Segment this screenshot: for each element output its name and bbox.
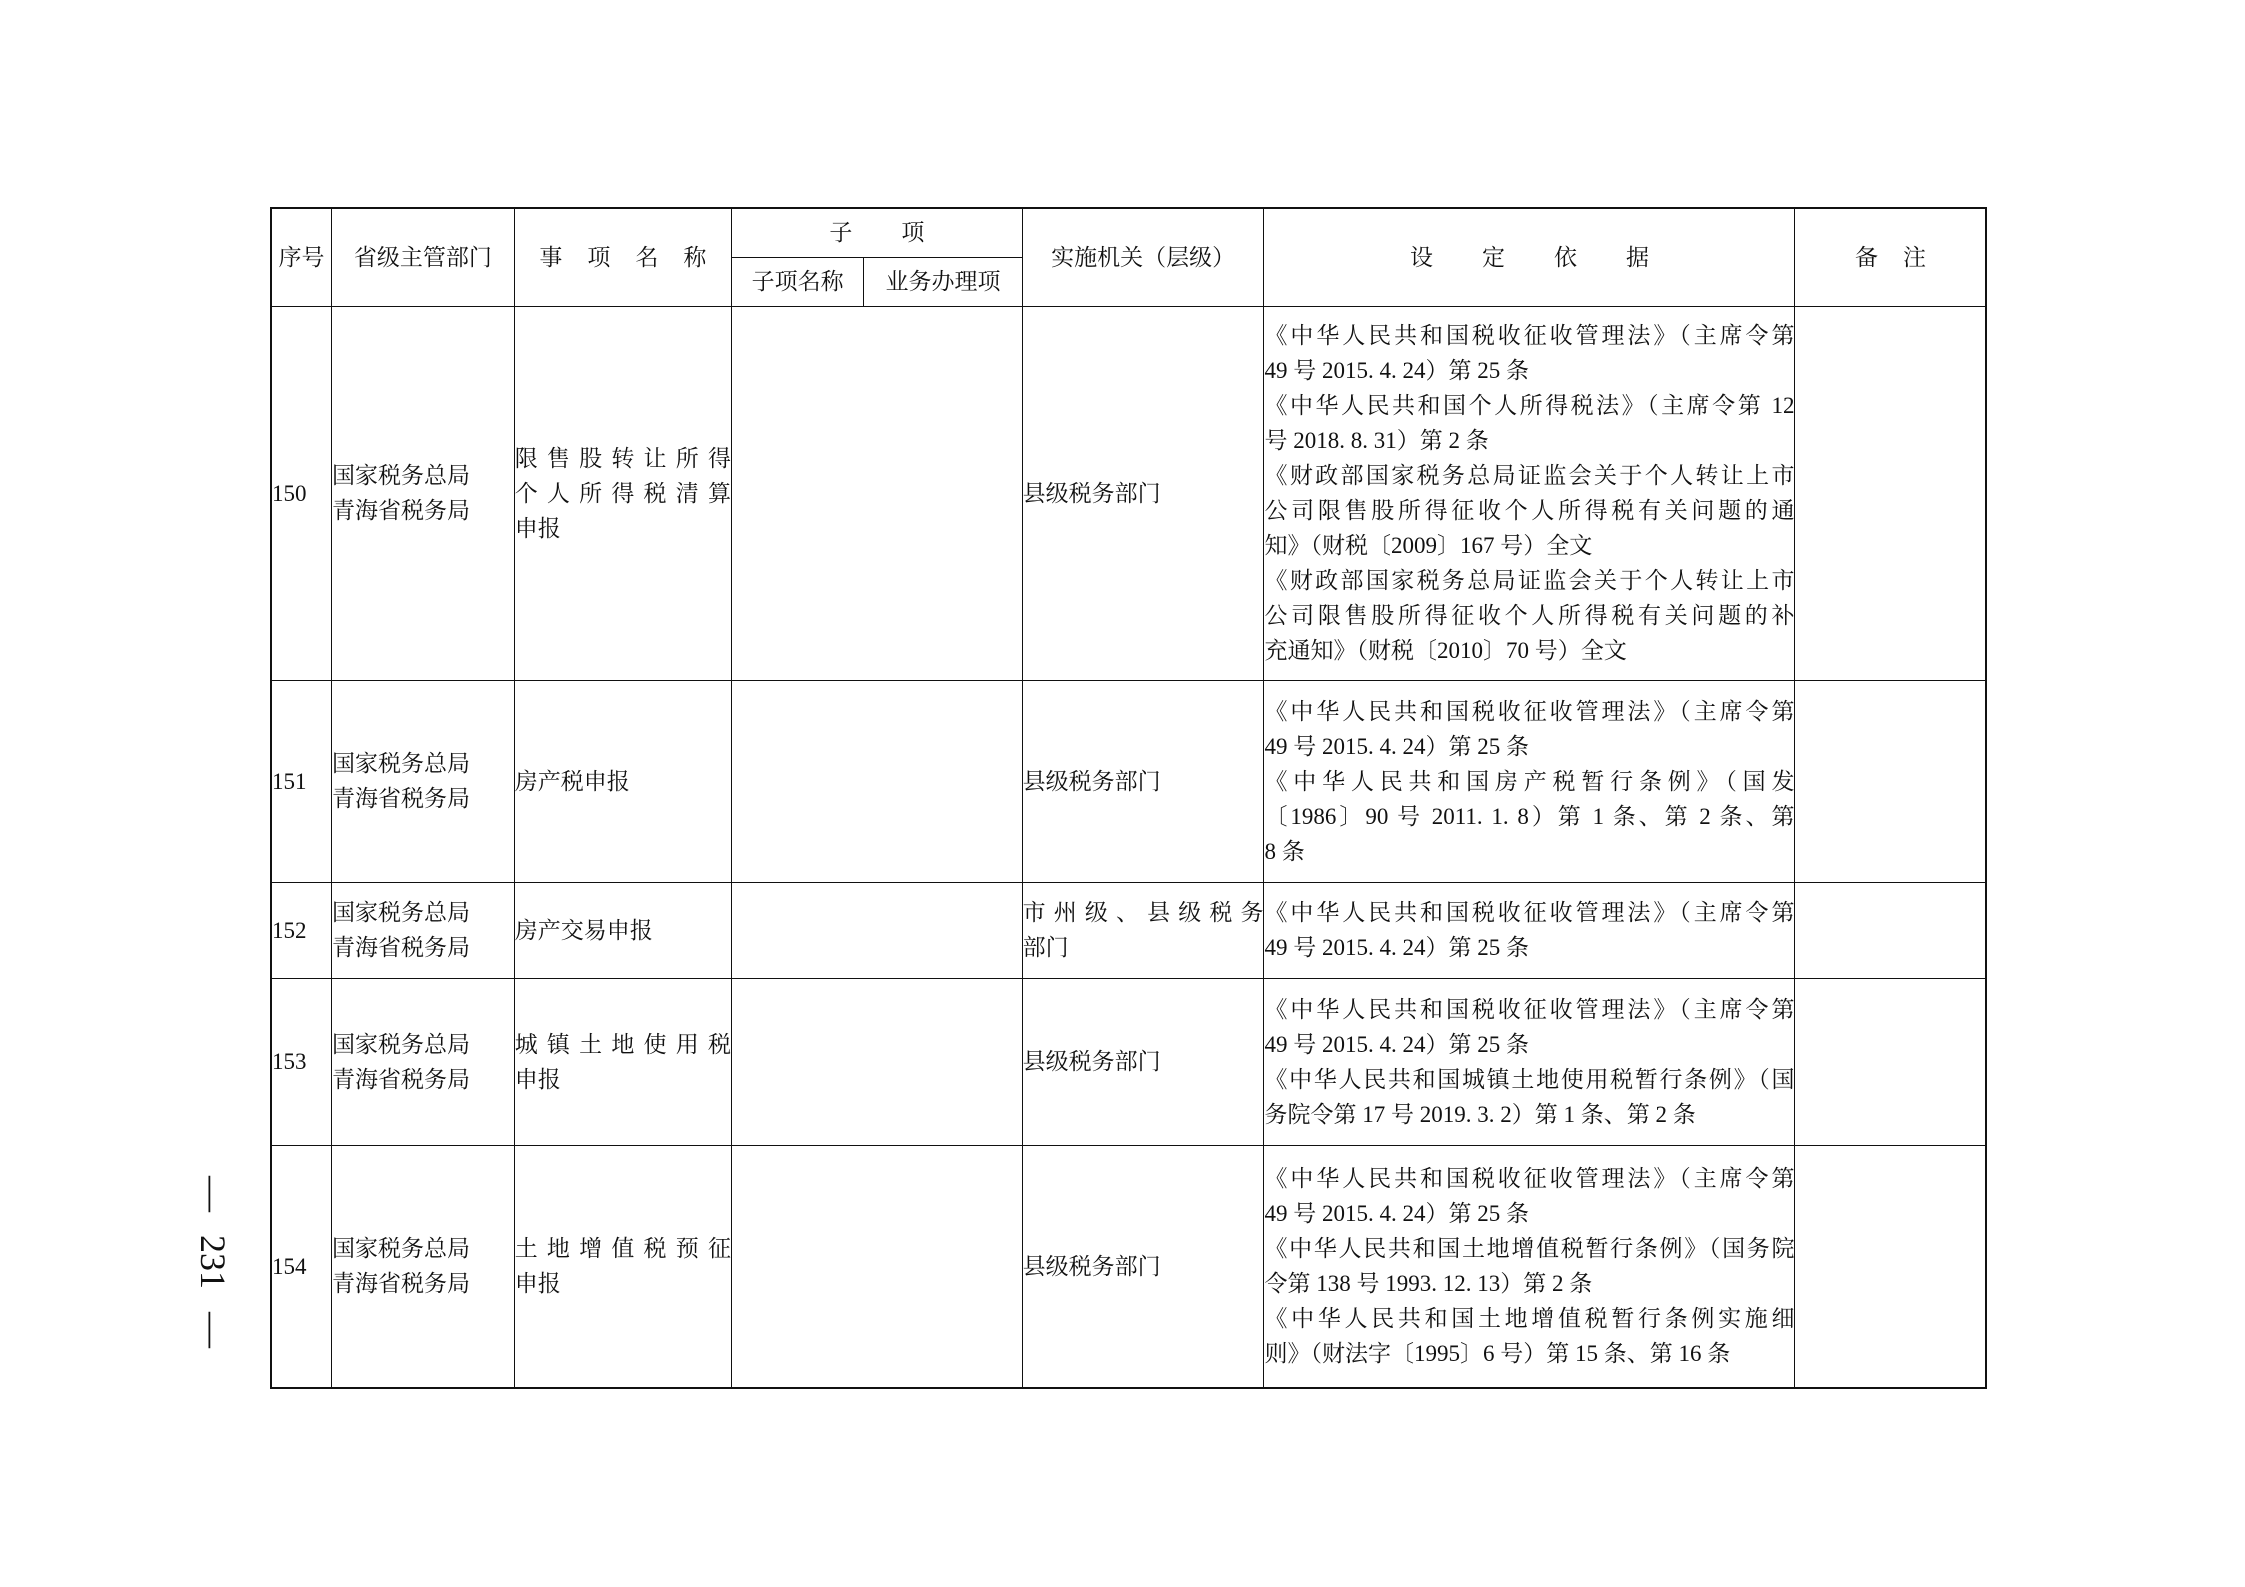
- basis-line: 充通知》（财税〔2010〕70 号）全文: [1264, 638, 1627, 663]
- cell-remark: [1795, 1145, 1987, 1388]
- dept-line: 青海省税务局: [332, 1066, 470, 1092]
- basis-line: 8 条: [1264, 838, 1305, 864]
- basis-line: 号 2018. 8. 31）第 2 条: [1264, 428, 1489, 453]
- cell-item-name: [514, 1145, 731, 1388]
- cell-basis: [1264, 680, 1795, 882]
- cell-sub-item: [731, 306, 1022, 680]
- cell-remark: [1795, 978, 1987, 1145]
- header-remark-label: 备注: [1854, 243, 1951, 270]
- item-name-line: 房产交易申报: [514, 917, 653, 943]
- header-sub-business: 业务办理项: [864, 257, 1022, 306]
- item-name-line: 城镇土地使用税: [514, 1031, 731, 1057]
- dept-line: 青海省税务局: [332, 498, 470, 523]
- basis-line: 《财政部国家税务总局证监会关于个人转让上市: [1264, 463, 1795, 488]
- dept-line: 国家税务总局: [332, 463, 470, 488]
- cell-basis: [1264, 978, 1795, 1145]
- cell-basis: [1264, 882, 1795, 978]
- header-sub-name: 子项名称: [731, 257, 863, 306]
- cell-agency: [1022, 882, 1264, 978]
- agency-line: 县级税务部门: [1022, 1253, 1161, 1279]
- item-name-line: 个人所得税清算: [514, 480, 731, 506]
- item-name-line: 申报: [514, 1066, 561, 1092]
- header-item-label: 事项名称: [539, 243, 732, 270]
- item-name-line: 房产税申报: [514, 768, 630, 794]
- cell-seq: 151: [271, 680, 332, 882]
- cell-dept: [332, 306, 515, 680]
- cell-basis: [1264, 306, 1795, 680]
- basis-line: 务院令第 17 号 2019. 3. 2）第 1 条、第 2 条: [1264, 1101, 1696, 1127]
- table-row: [271, 306, 1986, 680]
- header-agency: 实施机关（层级）: [1022, 208, 1264, 306]
- agency-line: 县级税务部门: [1022, 1049, 1161, 1074]
- cell-sub-item: [731, 978, 1022, 1145]
- agency-line: 市州级、县级税务: [1022, 900, 1264, 925]
- cell-agency: [1022, 978, 1264, 1145]
- basis-line: 49 号 2015. 4. 24）第 25 条: [1264, 1201, 1529, 1227]
- basis-line: 〔1986〕90 号 2011. 1. 8）第 1 条、第 2 条、第: [1264, 803, 1795, 829]
- cell-agency: [1022, 680, 1264, 882]
- agency-line: 县级税务部门: [1022, 768, 1161, 794]
- header-item: [514, 208, 731, 306]
- basis-line: 则》（财法字〔1995〕6 号）第 15 条、第 16 条: [1264, 1341, 1731, 1367]
- header-seq: 序号: [271, 208, 332, 306]
- basis-line: 49 号 2015. 4. 24）第 25 条: [1264, 733, 1529, 759]
- basis-line: 《中华人民共和国土地增值税暂行条例实施细: [1264, 1306, 1795, 1332]
- dept-line: 青海省税务局: [332, 786, 470, 811]
- header-remark: [1795, 208, 1987, 306]
- cell-remark: [1795, 306, 1987, 680]
- basis-line: 《财政部国家税务总局证监会关于个人转让上市: [1264, 568, 1795, 593]
- agency-line: 部门: [1022, 935, 1069, 960]
- cell-dept: [332, 680, 515, 882]
- table-row: [271, 1145, 1986, 1388]
- cell-dept: [332, 882, 515, 978]
- item-name-line: 申报: [514, 515, 561, 541]
- basis-line: 《中华人民共和国税收征收管理法》（主席令第: [1264, 1166, 1795, 1192]
- basis-line: 《中华人民共和国个人所得税法》（主席令第 12: [1264, 393, 1795, 418]
- table-row: [271, 882, 1986, 978]
- agency-line: 县级税务部门: [1022, 480, 1161, 506]
- items-table: [270, 207, 1987, 1389]
- cell-basis: [1264, 1145, 1795, 1388]
- cell-remark: [1795, 680, 1987, 882]
- basis-line: 《中华人民共和国土地增值税暂行条例》（国务院: [1264, 1236, 1795, 1262]
- basis-line: 《中华人民共和国税收征收管理法》（主席令第: [1264, 323, 1795, 348]
- cell-sub-item: [731, 1145, 1022, 1388]
- cell-dept: [332, 978, 515, 1145]
- cell-seq: 150: [271, 306, 332, 680]
- basis-line: 《中华人民共和国税收征收管理法》（主席令第: [1264, 698, 1795, 724]
- cell-remark: [1795, 882, 1987, 978]
- basis-line: 《中华人民共和国税收征收管理法》（主席令第: [1264, 996, 1795, 1022]
- table-row: [271, 680, 1986, 882]
- dept-line: 青海省税务局: [332, 935, 470, 960]
- cell-agency: [1022, 1145, 1264, 1388]
- dept-line: 国家税务总局: [332, 751, 470, 776]
- item-name-line: 土地增值税预征: [514, 1236, 731, 1262]
- cell-seq: 153: [271, 978, 332, 1145]
- item-name-line: 限售股转让所得: [514, 445, 731, 471]
- cell-item-name: [514, 680, 731, 882]
- item-name-line: 申报: [514, 1271, 561, 1297]
- basis-line: 49 号 2015. 4. 24）第 25 条: [1264, 935, 1529, 960]
- cell-sub-item: [731, 882, 1022, 978]
- header-basis-label: 设定依据: [1409, 243, 1698, 270]
- page-number: — 231 —: [193, 1176, 233, 1348]
- cell-sub-item: [731, 680, 1022, 882]
- dept-line: 青海省税务局: [332, 1271, 470, 1297]
- dept-line: 国家税务总局: [332, 1236, 470, 1262]
- table-row: [271, 978, 1986, 1145]
- header-dept: 省级主管部门: [332, 208, 515, 306]
- header-sub-label: 子项: [829, 219, 974, 246]
- cell-agency: [1022, 306, 1264, 680]
- cell-seq: 154: [271, 1145, 332, 1388]
- header-sub: [731, 208, 1022, 257]
- basis-line: 令第 138 号 1993. 12. 13）第 2 条: [1264, 1271, 1593, 1297]
- basis-line: 公司限售股所得征收个人所得税有关问题的补: [1264, 603, 1795, 628]
- dept-line: 国家税务总局: [332, 900, 470, 925]
- basis-line: 《中华人民共和国房产税暂行条例》（国发: [1264, 768, 1795, 794]
- basis-line: 公司限售股所得征收个人所得税有关问题的通: [1264, 498, 1795, 523]
- cell-item-name: [514, 882, 731, 978]
- cell-seq: 152: [271, 882, 332, 978]
- basis-line: 知》（财税〔2009〕167 号）全文: [1264, 533, 1593, 558]
- cell-dept: [332, 1145, 515, 1388]
- cell-item-name: [514, 978, 731, 1145]
- cell-item-name: [514, 306, 731, 680]
- basis-line: 49 号 2015. 4. 24）第 25 条: [1264, 1031, 1529, 1057]
- basis-line: 《中华人民共和国税收征收管理法》（主席令第: [1264, 900, 1795, 925]
- basis-line: 《中华人民共和国城镇土地使用税暂行条例》（国: [1264, 1066, 1795, 1092]
- header-basis: [1264, 208, 1795, 306]
- header-row: [271, 208, 1986, 257]
- dept-line: 国家税务总局: [332, 1031, 470, 1057]
- basis-line: 49 号 2015. 4. 24）第 25 条: [1264, 358, 1529, 383]
